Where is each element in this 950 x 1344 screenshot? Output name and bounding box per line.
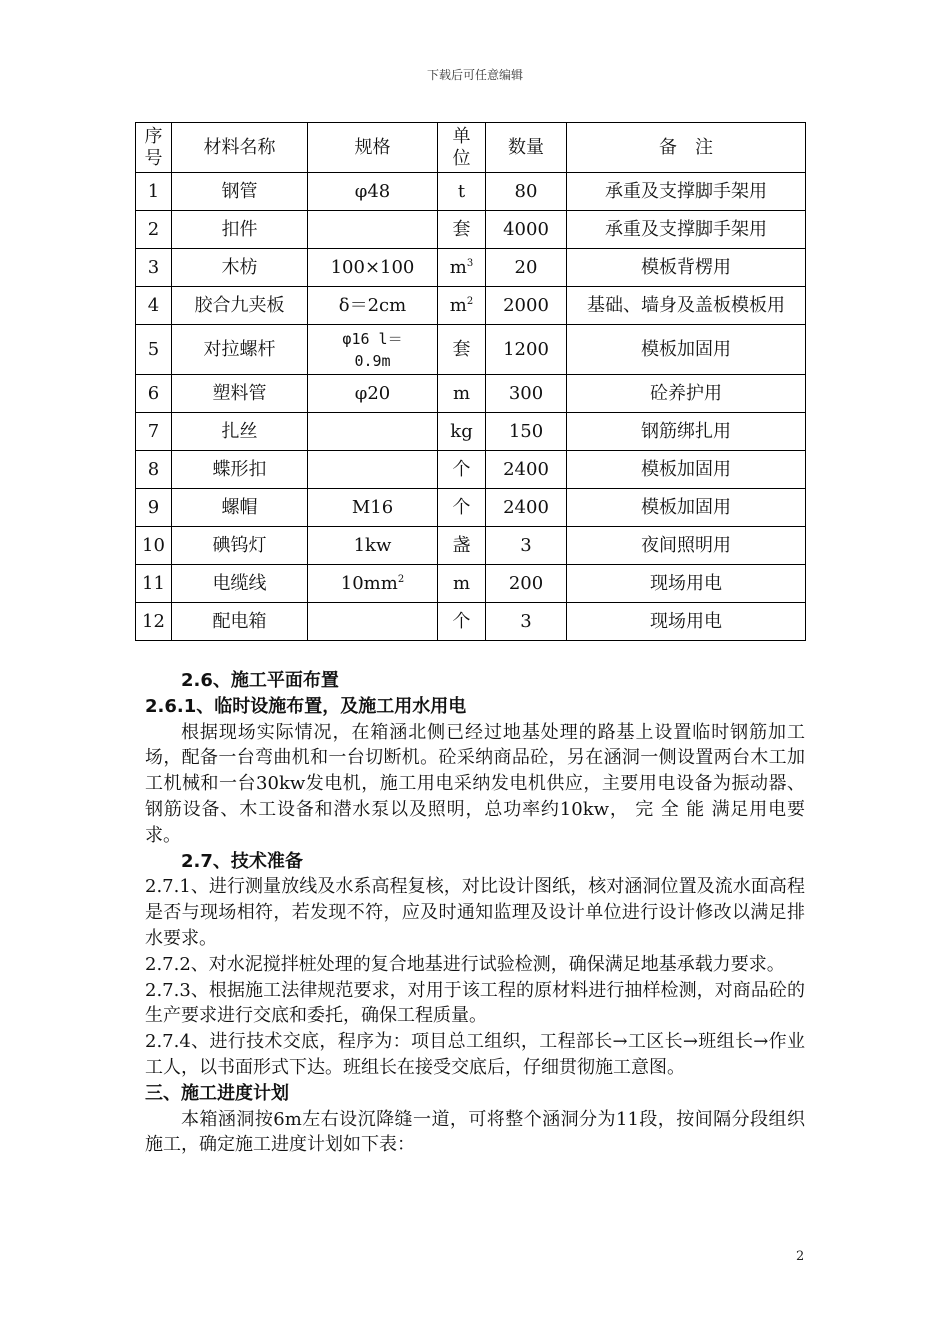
cell-name: 蝶形扣 xyxy=(172,451,308,489)
table-row xyxy=(136,287,806,325)
table-row xyxy=(136,375,806,413)
cell-remark: 承重及支撑脚手架用 xyxy=(567,173,806,211)
cell-spec: φ48 xyxy=(308,173,438,211)
cell-remark: 夜间照明用 xyxy=(567,527,806,565)
cell-name: 钢管 xyxy=(172,173,308,211)
cell-remark: 模板加固用 xyxy=(567,489,806,527)
cell-unit: $m^3$ xyxy=(438,249,486,287)
header-qty: 数量 xyxy=(486,123,567,173)
header-remark: 备 注 xyxy=(567,123,806,173)
cell-qty: 3 xyxy=(486,527,567,565)
cell-qty: 300 xyxy=(486,375,567,413)
cell-qty: 200 xyxy=(486,565,567,603)
cell-spec: 100×100 xyxy=(308,249,438,287)
cell-unit: 个 xyxy=(438,489,486,527)
table-row xyxy=(136,603,806,641)
cell-no: 7 xyxy=(136,413,172,451)
section-heading-2-6: 2.6、施工平面布置 xyxy=(181,670,339,691)
table-row xyxy=(136,173,806,211)
paragraph-3: 本箱涵洞按6m左右设沉降缝一道，可将整个涵洞分为11段，按间隔分段组织施工，确定施工进度计划如下表： xyxy=(145,1108,805,1156)
table-row xyxy=(136,413,806,451)
paragraph-2-6-1: 根据现场实际情况，在箱涵北侧已经过地基处理的路基上设置临时钢筋加工场，配备一台弯曲机和一台切断机。砼采纳商品砼，另在涵洞一侧设置两台木工加工机械和一台30kw发电机，施工用电采纳发电机供应，主要用电设备为振动器、钢筋设备、木工设备和潜水泵以及照明，总功率约10kw， 完 全 能 满足用电要求。 xyxy=(145,721,805,846)
paragraph-2-7-2: 2.7.2、对水泥搅拌桩处理的复合地基进行试验检测，确保满足地基承载力要求。 xyxy=(145,953,785,975)
cell-spec: 1kw xyxy=(308,527,438,565)
cell-unit: m xyxy=(438,565,486,603)
cell-qty: 150 xyxy=(486,413,567,451)
cell-spec: $10mm^2$ xyxy=(308,565,438,603)
cell-spec xyxy=(308,451,438,489)
table-row xyxy=(136,565,806,603)
section-heading-2-7: 2.7、技术准备 xyxy=(181,850,303,872)
table-row xyxy=(136,451,806,489)
cell-remark: 现场用电 xyxy=(567,603,806,641)
cell-name: 对拉螺杆 xyxy=(172,325,308,375)
cell-no: 10 xyxy=(136,527,172,565)
header-spec: 规格 xyxy=(308,123,438,173)
cell-spec xyxy=(308,603,438,641)
table-row xyxy=(136,249,806,287)
cell-spec: φ16 l＝ 0.9m xyxy=(308,325,438,375)
cell-no: 12 xyxy=(136,603,172,641)
cell-no: 2 xyxy=(136,211,172,249)
table-row xyxy=(136,527,806,565)
cell-no: 4 xyxy=(136,287,172,325)
cell-no: 8 xyxy=(136,451,172,489)
cell-qty: 20 xyxy=(486,249,567,287)
header-no: 序 号 xyxy=(136,123,172,173)
section-heading-2-6-1: 2.6.1、临时设施布置，及施工用水用电 xyxy=(145,695,467,717)
cell-qty: 2400 xyxy=(486,451,567,489)
paragraph-2-7-3: 2.7.3、根据施工法律规范要求，对用于该工程的原材料进行抽样检测，对商品砼的生产要求进行交底和委托，确保工程质量。 xyxy=(145,979,805,1027)
cell-name: 木枋 xyxy=(172,249,308,287)
cell-remark: 钢筋绑扎用 xyxy=(567,413,806,451)
table-header-row xyxy=(136,123,806,173)
cell-qty: 1200 xyxy=(486,325,567,375)
cell-spec xyxy=(308,211,438,249)
cell-qty: 4000 xyxy=(486,211,567,249)
cell-name: 胶合九夹板 xyxy=(172,287,308,325)
cell-no: 11 xyxy=(136,565,172,603)
cell-name: 塑料管 xyxy=(172,375,308,413)
cell-unit: 盏 xyxy=(438,527,486,565)
cell-unit: m xyxy=(438,375,486,413)
page-number: 2 xyxy=(796,1249,805,1264)
cell-qty: 2000 xyxy=(486,287,567,325)
cell-unit: $m^2$ xyxy=(438,287,486,325)
table-row xyxy=(136,211,806,249)
header-note: 下载后可任意编辑 xyxy=(426,68,523,82)
header-unit: 单 位 xyxy=(438,123,486,173)
document-body xyxy=(145,668,805,1158)
cell-spec: δ＝2cm xyxy=(308,287,438,325)
table-row xyxy=(136,325,806,375)
cell-spec xyxy=(308,413,438,451)
cell-unit: 套 xyxy=(438,325,486,375)
cell-unit: 个 xyxy=(438,603,486,641)
cell-name: 扣件 xyxy=(172,211,308,249)
paragraph-2-7-1: 2.7.1、进行测量放线及水系高程复核，对比设计图纸，核对涵洞位置及流水面高程是否与现场相符，若发现不符，应及时通知监理及设计单位进行设计修改以满足排水要求。 xyxy=(145,876,805,949)
cell-no: 6 xyxy=(136,375,172,413)
cell-spec: φ20 xyxy=(308,375,438,413)
cell-qty: 3 xyxy=(486,603,567,641)
cell-name: 扎丝 xyxy=(172,413,308,451)
cell-remark: 模板加固用 xyxy=(567,325,806,375)
cell-remark: 基础、墙身及盖板模板用 xyxy=(567,287,806,325)
cell-name: 配电箱 xyxy=(172,603,308,641)
cell-unit: 个 xyxy=(438,451,486,489)
cell-no: 3 xyxy=(136,249,172,287)
cell-name: 碘钨灯 xyxy=(172,527,308,565)
cell-remark: 砼养护用 xyxy=(567,375,806,413)
cell-no: 1 xyxy=(136,173,172,211)
cell-qty: 2400 xyxy=(486,489,567,527)
cell-name: 螺帽 xyxy=(172,489,308,527)
cell-no: 5 xyxy=(136,325,172,375)
section-heading-3: 三、施工进度计划 xyxy=(145,1082,289,1104)
cell-qty: 80 xyxy=(486,173,567,211)
cell-remark: 模板加固用 xyxy=(567,451,806,489)
cell-remark: 模板背楞用 xyxy=(567,249,806,287)
cell-unit: 套 xyxy=(438,211,486,249)
cell-remark: 承重及支撑脚手架用 xyxy=(567,211,806,249)
cell-name: 电缆线 xyxy=(172,565,308,603)
materials-table xyxy=(135,122,806,641)
cell-remark: 现场用电 xyxy=(567,565,806,603)
cell-unit: kg xyxy=(438,413,486,451)
header-name: 材料名称 xyxy=(172,123,308,173)
table-row xyxy=(136,489,806,527)
cell-spec: M16 xyxy=(308,489,438,527)
paragraph-2-7-4: 2.7.4、进行技术交底，程序为：项目总工组织，工程部长→工区长→班组长→作业工人，以书面形式下达。班组长在接受交底后，仔细贯彻施工意图。 xyxy=(145,1031,805,1078)
cell-unit: t xyxy=(438,173,486,211)
cell-no: 9 xyxy=(136,489,172,527)
